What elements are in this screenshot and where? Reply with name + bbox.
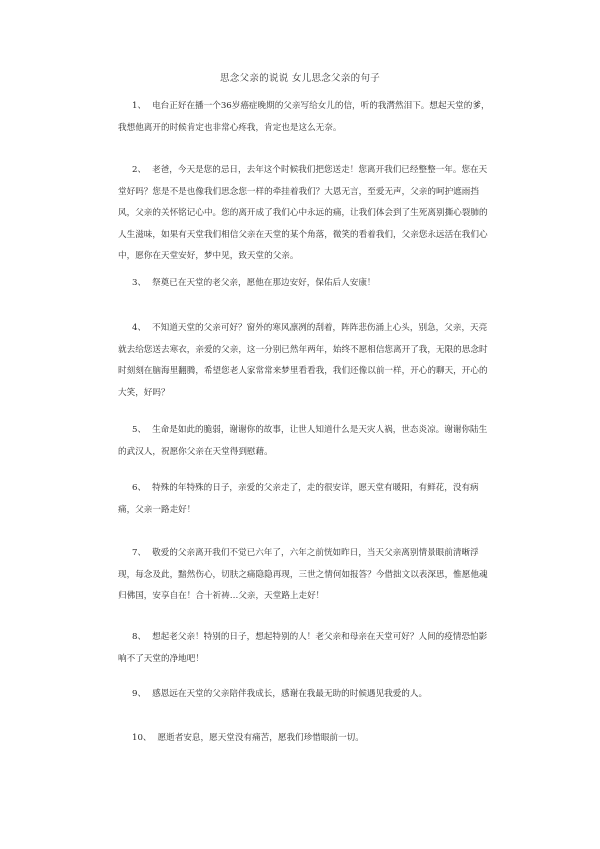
item-text: 想起老父亲！特别的日子，想起特别的人！老父亲和母亲在天堂可好？人间的疫情恐怕影响不了天堂的净地吧！: [118, 632, 488, 664]
item-number: 10、: [132, 733, 152, 743]
list-item: [118, 273, 490, 295]
item-number: 9、: [132, 689, 147, 699]
list-item: [118, 420, 490, 463]
list-item: [118, 543, 490, 608]
list-item: [118, 160, 490, 268]
list-item: [118, 684, 490, 706]
item-number: 4、: [132, 323, 147, 333]
list-item: [118, 728, 490, 750]
item-number: 6、: [132, 483, 147, 493]
item-number: 3、: [132, 278, 147, 288]
item-text: 愿逝者安息，愿天堂没有痛苦，愿我们珍惜眼前一切。: [157, 733, 364, 743]
item-number: 1、: [132, 101, 147, 111]
item-number: 5、: [132, 425, 147, 435]
item-text: 生命是如此的脆弱，谢谢你的故事，让世人知道什么是天灾人祸，世态炎凉。谢谢你陆生的武汉人，祝愿你父亲在天堂得到慰藉。: [118, 425, 488, 457]
item-text: 老爸，今天是您的忌日，去年这个时候我们把您送走！您离开我们已经整整一年。您在天堂好吗？您是不是也像我们思念您一样的牵挂着我们？大恩无言，至爱无声，父亲的呵护遮雨挡风，父亲的关怀铭记心中。您的离开成了我们心中永远的痛，让我们体会到了生死离别撕心裂肺的人生滋味，如果有天堂我们相信父亲在天堂的某个角落，微笑的看着我们，父亲您永远活在我们心中，愿你在天堂安好，梦中见，致天堂的父亲。: [118, 165, 488, 261]
item-text: 敬爱的父亲离开我们不觉已六年了，六年之前恍如昨日，当天父亲离别情景眼前清晰浮现，每念及此，黯然伤心，切肤之痛隐隐再现，三世之情何如报答？今借拙文以表深思，惟愿他魂归佛国，安享自在！合十祈祷…父亲，天堂路上走好！: [118, 548, 488, 601]
item-number: 7、: [132, 548, 147, 558]
item-text: 感恩远在天堂的父亲陪伴我成长，感谢在我最无助的时候遇见我爱的人。: [152, 689, 428, 699]
item-text: 不知道天堂的父亲可好？窗外的寒风凛冽的刮着，阵阵悲伤涌上心头，别急，父亲，天亮就去给您送去寒衣，亲爱的父亲，这一分别已然年两年，始终不愿相信您离开了我，无限的思念时时刻刻在脑海里翻腾，希望您老人家常常来梦里看看我，我们还像以前一样，开心的聊天，开心的大笑，好吗？: [118, 323, 488, 398]
item-text: 祭奠已在天堂的老父亲，愿他在那边安好，保佑后人安康！: [152, 278, 376, 288]
list-item: [118, 318, 490, 404]
item-text: 特殊的年特殊的日子，亲爱的父亲走了，走的很安详，愿天堂有暖阳，有鲜花，没有病痛，父亲一路走好！: [118, 483, 479, 515]
item-text: 电台正好在播一个36岁癌症晚期的父亲写给女儿的信，听的我潸然泪下。想起天堂的爹，我想他离开的时候肯定也非常心疼我，肯定也是这么无奈。: [118, 101, 490, 133]
item-number: 8、: [132, 632, 147, 642]
list-item: [118, 478, 490, 521]
page-title: 思念父亲的说说 女儿思念父亲的句子: [219, 73, 381, 84]
list-item: [118, 627, 490, 670]
list-item: [118, 96, 490, 139]
item-number: 2、: [132, 165, 147, 175]
